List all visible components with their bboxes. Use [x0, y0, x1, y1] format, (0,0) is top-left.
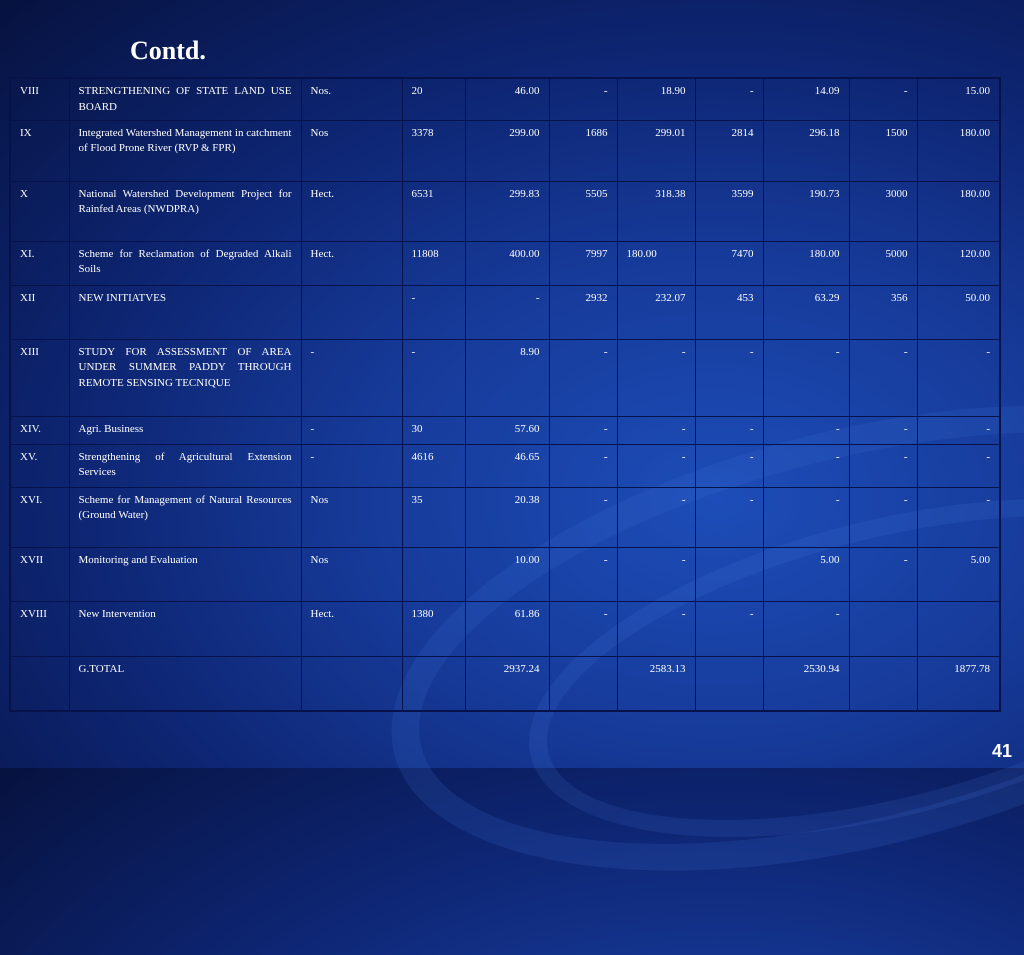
table-cell: -	[549, 487, 617, 547]
table-cell: 2530.94	[763, 656, 849, 711]
row-serial-cell: VIII	[10, 78, 69, 120]
table-cell: 232.07	[617, 285, 695, 339]
table-cell: 2814	[695, 120, 763, 181]
table-cell: 5000	[849, 241, 917, 285]
row-serial-cell: XII	[10, 285, 69, 339]
table-cell: -	[849, 444, 917, 487]
table-cell: -	[617, 547, 695, 601]
scheme-name-cell: Agri. Business	[69, 416, 301, 444]
table-cell: 2937.24	[465, 656, 549, 711]
table-cell: -	[849, 339, 917, 416]
table-cell: -	[695, 78, 763, 120]
table-cell: -	[917, 416, 1000, 444]
table-cell: 46.00	[465, 78, 549, 120]
table-cell: Hect.	[301, 601, 402, 656]
table-cell: 180.00	[917, 181, 1000, 241]
table-cell: Hect.	[301, 241, 402, 285]
table-cell	[917, 601, 1000, 656]
table-cell: Nos.	[301, 78, 402, 120]
table-cell: 20	[402, 78, 465, 120]
table-row	[10, 78, 1000, 120]
table-cell	[695, 656, 763, 711]
table-cell: 18.90	[617, 78, 695, 120]
table-cell: 318.38	[617, 181, 695, 241]
table-cell: -	[763, 416, 849, 444]
table-cell: -	[301, 339, 402, 416]
table-cell: -	[549, 444, 617, 487]
table-cell: 50.00	[917, 285, 1000, 339]
scheme-name-cell: STRENGTHENING OF STATE LAND USE BOARD	[69, 78, 301, 120]
table-cell: -	[465, 285, 549, 339]
table-cell: -	[763, 601, 849, 656]
table-cell	[402, 656, 465, 711]
table-cell: 3599	[695, 181, 763, 241]
table-row	[10, 601, 1000, 656]
table-cell: -	[402, 285, 465, 339]
table-cell: -	[763, 444, 849, 487]
table-cell: 6531	[402, 181, 465, 241]
scheme-name-cell: Strengthening of Agricultural Extension Services	[69, 444, 301, 487]
row-serial-cell: X	[10, 181, 69, 241]
table-cell: 120.00	[917, 241, 1000, 285]
table-cell: -	[917, 487, 1000, 547]
row-serial-cell: XVIII	[10, 601, 69, 656]
table-cell: 30	[402, 416, 465, 444]
table-cell: 400.00	[465, 241, 549, 285]
table-cell: 7470	[695, 241, 763, 285]
table-cell	[301, 656, 402, 711]
table-cell: 8.90	[465, 339, 549, 416]
table-cell: 2583.13	[617, 656, 695, 711]
scheme-name-cell: NEW INITIATVES	[69, 285, 301, 339]
table-row	[10, 339, 1000, 416]
slide-title: Contd.	[130, 36, 206, 65]
table-row	[10, 241, 1000, 285]
table-cell	[301, 285, 402, 339]
table-cell: -	[402, 339, 465, 416]
scheme-name-cell: G.TOTAL	[69, 656, 301, 711]
table-cell: 453	[695, 285, 763, 339]
table-row	[10, 547, 1000, 601]
table-cell: -	[849, 78, 917, 120]
table-cell: 356	[849, 285, 917, 339]
table-cell: 14.09	[763, 78, 849, 120]
scheme-table	[9, 77, 1001, 712]
row-serial-cell: XI.	[10, 241, 69, 285]
table-cell: -	[549, 78, 617, 120]
table-cell: -	[549, 547, 617, 601]
table-cell: 299.83	[465, 181, 549, 241]
table-cell: -	[917, 339, 1000, 416]
table-cell: 296.18	[763, 120, 849, 181]
table-cell: 5.00	[917, 547, 1000, 601]
table-cell: -	[849, 547, 917, 601]
table-cell: -	[695, 339, 763, 416]
table-row	[10, 416, 1000, 444]
table-cell: 5.00	[763, 547, 849, 601]
table-row	[10, 120, 1000, 181]
table-cell: 20.38	[465, 487, 549, 547]
table-cell: -	[695, 444, 763, 487]
table-cell: 10.00	[465, 547, 549, 601]
table-cell: 180.00	[617, 241, 695, 285]
table-cell: 4616	[402, 444, 465, 487]
table-cell: -	[849, 487, 917, 547]
table-cell: Hect.	[301, 181, 402, 241]
table-cell: 7997	[549, 241, 617, 285]
table-row	[10, 656, 1000, 711]
table-cell	[849, 656, 917, 711]
table-cell: 1877.78	[917, 656, 1000, 711]
table-cell: -	[917, 444, 1000, 487]
scheme-name-cell: Scheme for Management of Natural Resources (Ground Water)	[69, 487, 301, 547]
scheme-name-cell: Integrated Watershed Management in catchment of Flood Prone River (RVP & FPR)	[69, 120, 301, 181]
table-cell: 15.00	[917, 78, 1000, 120]
table-cell: 11808	[402, 241, 465, 285]
page-number: 41	[991, 741, 1012, 761]
table-cell: -	[549, 339, 617, 416]
scheme-name-cell: Scheme for Reclamation of Degraded Alkali Soils	[69, 241, 301, 285]
table-cell: 57.60	[465, 416, 549, 444]
table-cell	[402, 547, 465, 601]
table-cell: 1380	[402, 601, 465, 656]
table-row	[10, 285, 1000, 339]
table-cell: Nos	[301, 120, 402, 181]
table-cell: -	[549, 601, 617, 656]
row-serial-cell: XVII	[10, 547, 69, 601]
row-serial-cell: XVI.	[10, 487, 69, 547]
table-cell: -	[695, 487, 763, 547]
table-cell: 3000	[849, 181, 917, 241]
table-cell: 61.86	[465, 601, 549, 656]
row-serial-cell: XIII	[10, 339, 69, 416]
table-cell: 1686	[549, 120, 617, 181]
table-cell: -	[549, 416, 617, 444]
table-cell: -	[617, 444, 695, 487]
table-cell: 5505	[549, 181, 617, 241]
table-cell: 1500	[849, 120, 917, 181]
table-cell: -	[695, 601, 763, 656]
table-cell: 63.29	[763, 285, 849, 339]
row-serial-cell	[10, 656, 69, 711]
table-cell: 299.01	[617, 120, 695, 181]
table-cell: 180.00	[763, 241, 849, 285]
table-cell: 2932	[549, 285, 617, 339]
table-cell: Nos	[301, 487, 402, 547]
table-cell: -	[695, 416, 763, 444]
table-cell: -	[617, 487, 695, 547]
table-cell	[849, 601, 917, 656]
scheme-name-cell: National Watershed Development Project for Rainfed Areas (NWDPRA)	[69, 181, 301, 241]
table-cell: -	[763, 487, 849, 547]
table-cell: 3378	[402, 120, 465, 181]
table-cell: -	[617, 339, 695, 416]
table-cell	[549, 656, 617, 711]
scheme-name-cell: Monitoring and Evaluation	[69, 547, 301, 601]
table-cell: 180.00	[917, 120, 1000, 181]
table-cell: Nos	[301, 547, 402, 601]
table-cell: 35	[402, 487, 465, 547]
table-cell: -	[617, 601, 695, 656]
table-row	[10, 444, 1000, 487]
table-cell	[695, 547, 763, 601]
table-cell: -	[301, 444, 402, 487]
table-row	[10, 181, 1000, 241]
table-cell: -	[849, 416, 917, 444]
table-cell: 190.73	[763, 181, 849, 241]
row-serial-cell: XV.	[10, 444, 69, 487]
scheme-name-cell: STUDY FOR ASSESSMENT OF AREA UNDER SUMMER PADDY THROUGH REMOTE SENSING TECNIQUE	[69, 339, 301, 416]
table-cell: -	[301, 416, 402, 444]
table-cell: -	[617, 416, 695, 444]
scheme-name-cell: New Intervention	[69, 601, 301, 656]
table-cell: 46.65	[465, 444, 549, 487]
table-cell: 299.00	[465, 120, 549, 181]
table-cell: -	[763, 339, 849, 416]
table-row	[10, 487, 1000, 547]
row-serial-cell: IX	[10, 120, 69, 181]
row-serial-cell: XIV.	[10, 416, 69, 444]
